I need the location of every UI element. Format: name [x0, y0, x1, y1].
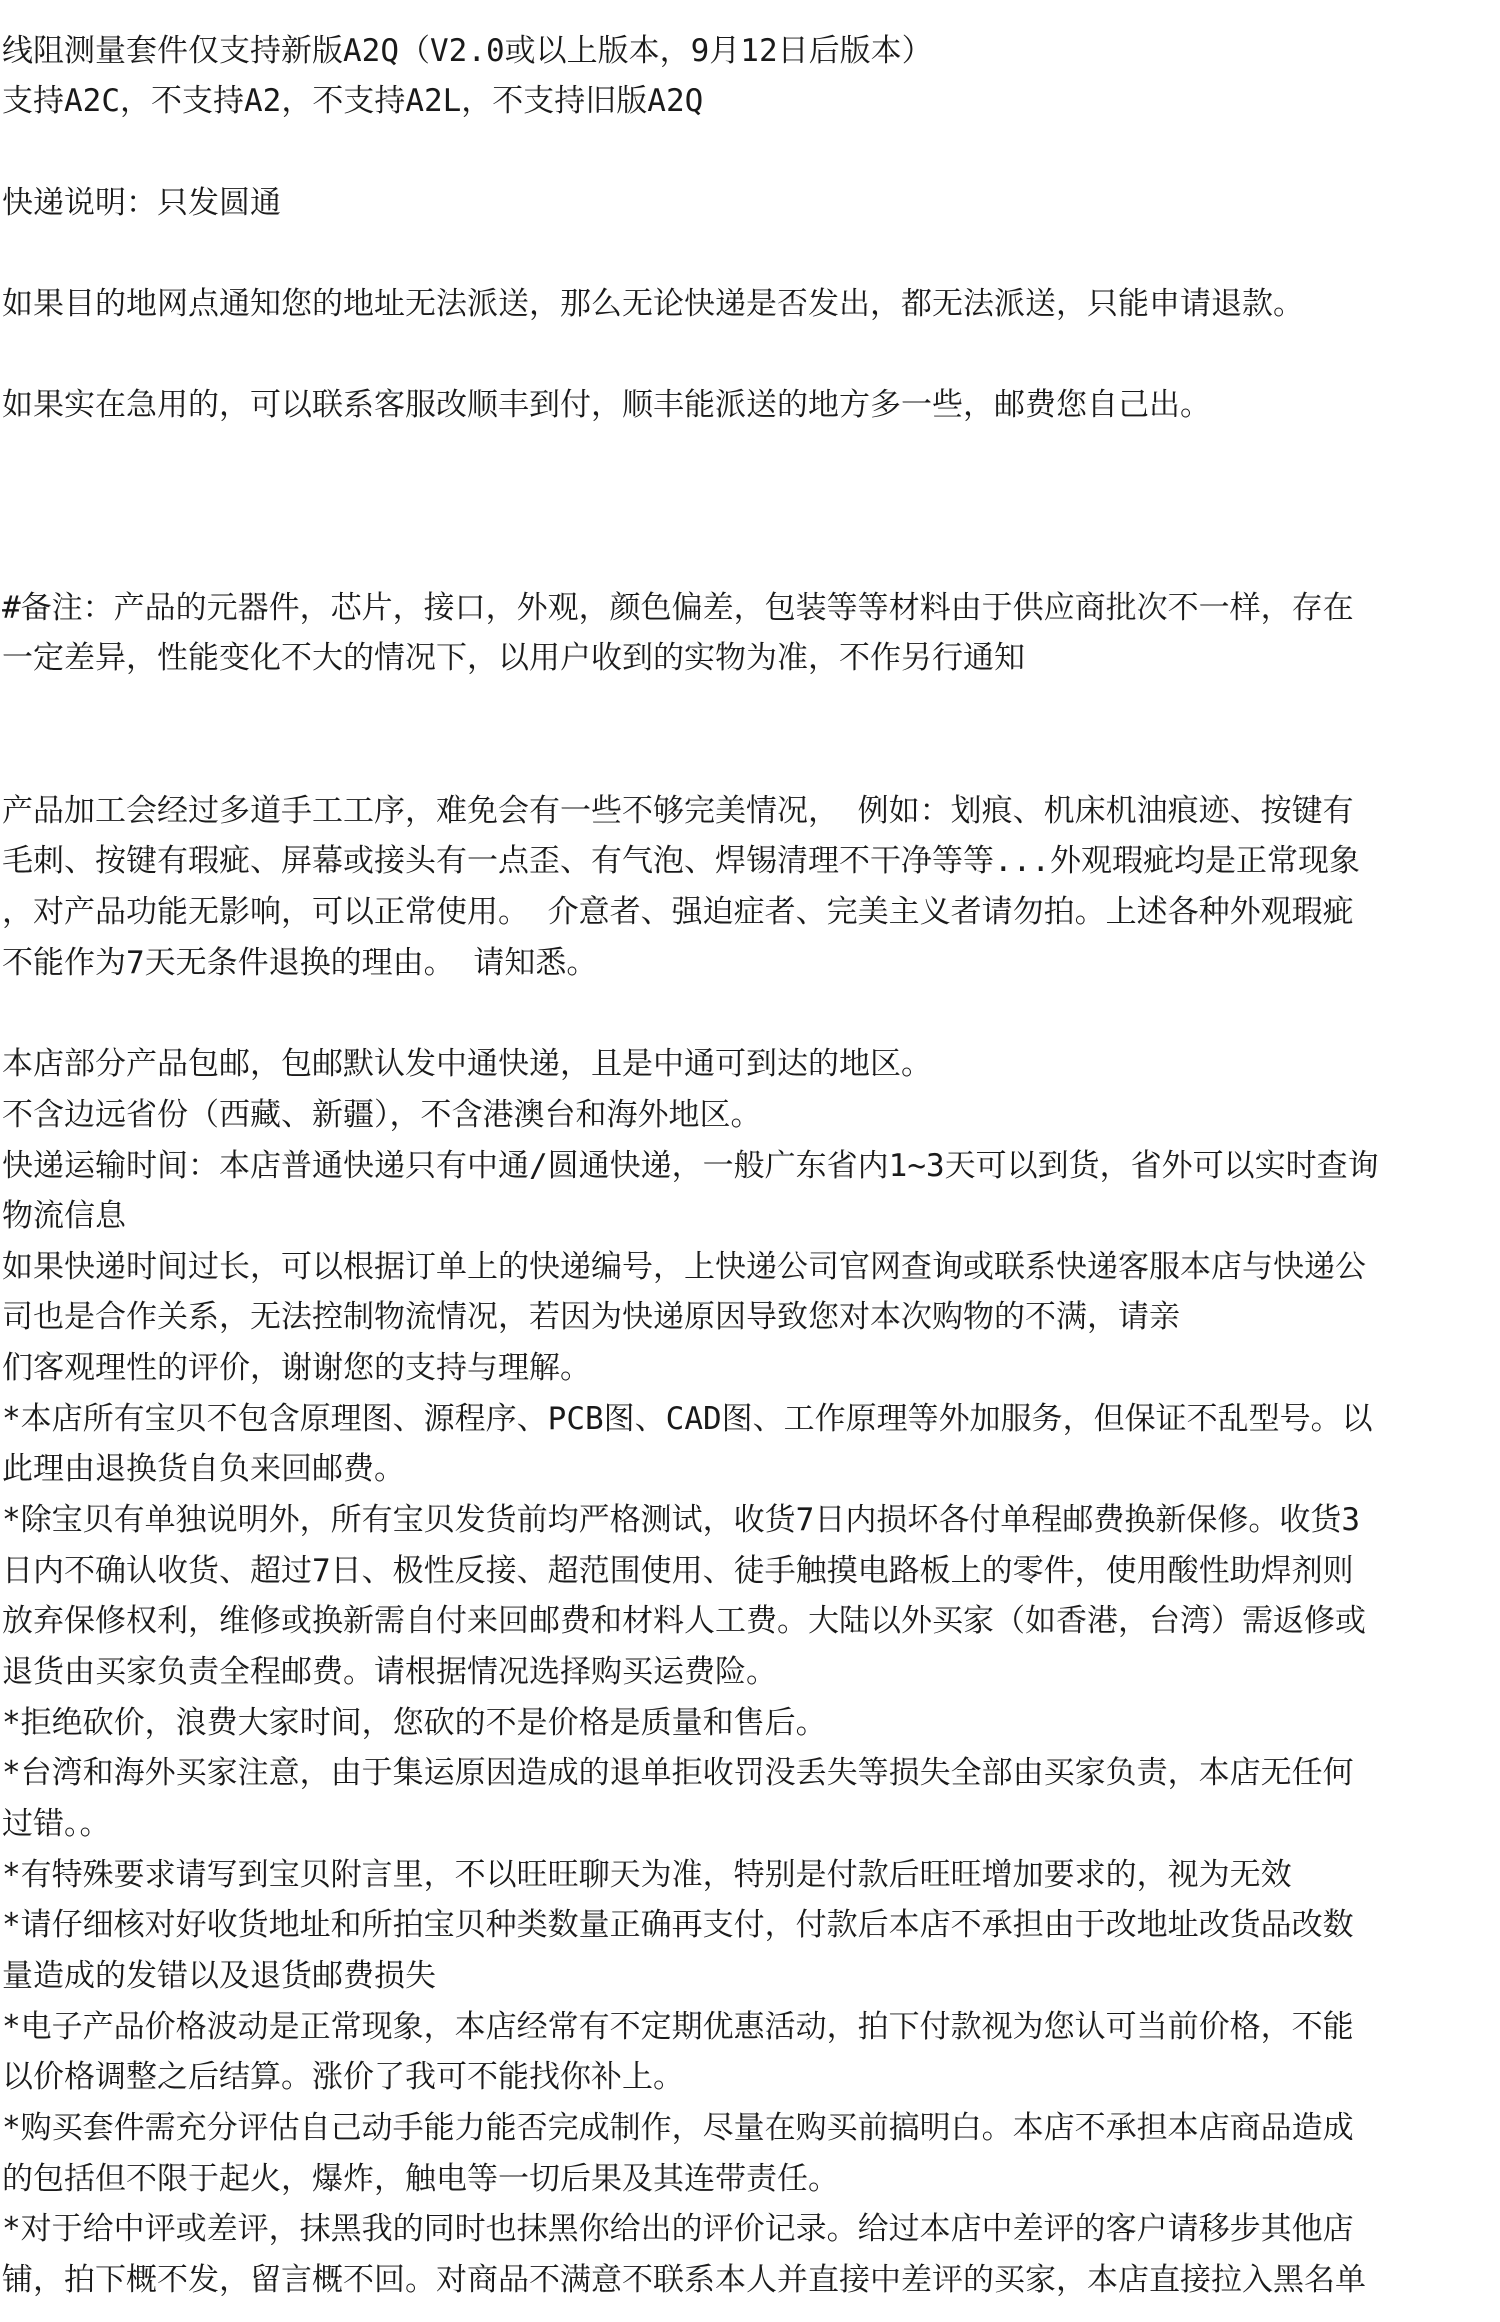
notice-line: 支持A2C，不支持A2，不支持A2L，不支持旧版A2Q — [2, 83, 704, 119]
notice-line: 快递运输时间：本店普通快递只有中通/圆通快递，一般广东省内1~3天可以到货，省外可以实时查询 — [2, 1148, 1379, 1184]
notice-line: #备注：产品的元器件，芯片，接口，外观，颜色偏差，包装等等材料由于供应商批次不一样，存在 — [2, 590, 1354, 626]
notice-line: *请仔细核对好收货地址和所拍宝贝种类数量正确再支付，付款后本店不承担由于改地址改货品改数 — [2, 1907, 1354, 1943]
notice-line: *拒绝砍价，浪费大家时间，您砍的不是价格是质量和售后。 — [2, 1705, 827, 1741]
notice-line: 不含边远省份（西藏、新疆），不含港澳台和海外地区。 — [2, 1097, 762, 1133]
notice-line: 快递说明：只发圆通 — [2, 185, 281, 221]
notice-line: 司也是合作关系，无法控制物流情况，若因为快递原因导致您对本次购物的不满，请亲 — [2, 1299, 1180, 1335]
notice-line: 此理由退换货自负来回邮费。 — [2, 1451, 405, 1487]
notice-line: *台湾和海外买家注意，由于集运原因造成的退单拒收罚没丢失等损失全部由买家负责，本店无任何 — [2, 1755, 1354, 1791]
notice-line: 放弃保修权利，维修或换新需自付来回邮费和材料人工费。大陆以外买家（如香港，台湾）需返修或 — [2, 1603, 1366, 1639]
notice-line: 们客观理性的评价，谢谢您的支持与理解。 — [2, 1350, 591, 1386]
notice-line: 毛刺、按键有瑕疵、屏幕或接头有一点歪、有气泡、焊锡清理不干净等等...外观瑕疵均是正常现象 — [2, 843, 1360, 879]
notice-line: 日内不确认收货、超过7日、极性反接、超范围使用、徒手触摸电路板上的零件，使用酸性助焊剂则 — [2, 1553, 1354, 1589]
notice-line: 产品加工会经过多道手工工序，难免会有一些不够完美情况， 例如：划痕、机床机油痕迹、按键有 — [2, 793, 1354, 829]
notice-line: 一定差异，性能变化不大的情况下，以用户收到的实物为准，不作另行通知 — [2, 640, 1025, 676]
notice-line: *除宝贝有单独说明外，所有宝贝发货前均严格测试，收货7日内损坏各付单程邮费换新保修。收货3 — [2, 1502, 1360, 1538]
notice-line: 线阻测量套件仅支持新版A2Q（V2.0或以上版本，9月12日后版本） — [2, 33, 933, 69]
notice-line: 不能作为7天无条件退换的理由。 请知悉。 — [2, 945, 598, 981]
notice-line: 过错。。 — [2, 1806, 111, 1842]
notice-line: 退货由买家负责全程邮费。请根据情况选择购买运费险。 — [2, 1654, 777, 1690]
notice-line: 本店部分产品包邮，包邮默认发中通快递，且是中通可到达的地区。 — [2, 1046, 932, 1082]
notice-line: *本店所有宝贝不包含原理图、源程序、PCB图、CAD图、工作原理等外加服务，但保证不乱型号。以 — [2, 1401, 1373, 1437]
notice-line: 的包括但不限于起火，爆炸，触电等一切后果及其连带责任。 — [2, 2161, 839, 2197]
notice-line: 如果目的地网点通知您的地址无法派送，那么无论快递是否发出，都无法派送，只能申请退款。 — [2, 286, 1304, 322]
notice-line: *有特殊要求请写到宝贝附言里，不以旺旺聊天为准，特别是付款后旺旺增加要求的，视为无效 — [2, 1857, 1292, 1893]
notice-line: 以价格调整之后结算。涨价了我可不能找你补上。 — [2, 2059, 684, 2095]
notice-line: ，对产品功能无影响，可以正常使用。 介意者、强迫症者、完美主义者请勿拍。上述各种外观瑕疵 — [2, 894, 1354, 930]
notice-line: 铺，拍下概不发，留言概不回。对商品不满意不联系本人并直接中差评的买家，本店直接拉入黑名单 — [2, 2262, 1366, 2298]
notice-line: 量造成的发错以及退货邮费损失 — [2, 1958, 436, 1994]
notice-line: 物流信息 — [2, 1198, 126, 1234]
notice-line: 如果快递时间过长，可以根据订单上的快递编号，上快递公司官网查询或联系快递客服本店与快递公 — [2, 1249, 1366, 1285]
notice-line: *电子产品价格波动是正常现象，本店经常有不定期优惠活动，拍下付款视为您认可当前价格，不能 — [2, 2009, 1354, 2045]
notice-line: 如果实在急用的，可以联系客服改顺丰到付，顺丰能派送的地方多一些，邮费您自己出。 — [2, 387, 1211, 423]
notice-line: *对于给中评或差评，抹黑我的同时也抹黑你给出的评价记录。给过本店中差评的客户请移步其他店 — [2, 2211, 1354, 2247]
notice-line: *购买套件需充分评估自己动手能力能否完成制作，尽量在购买前搞明白。本店不承担本店商品造成 — [2, 2110, 1354, 2146]
